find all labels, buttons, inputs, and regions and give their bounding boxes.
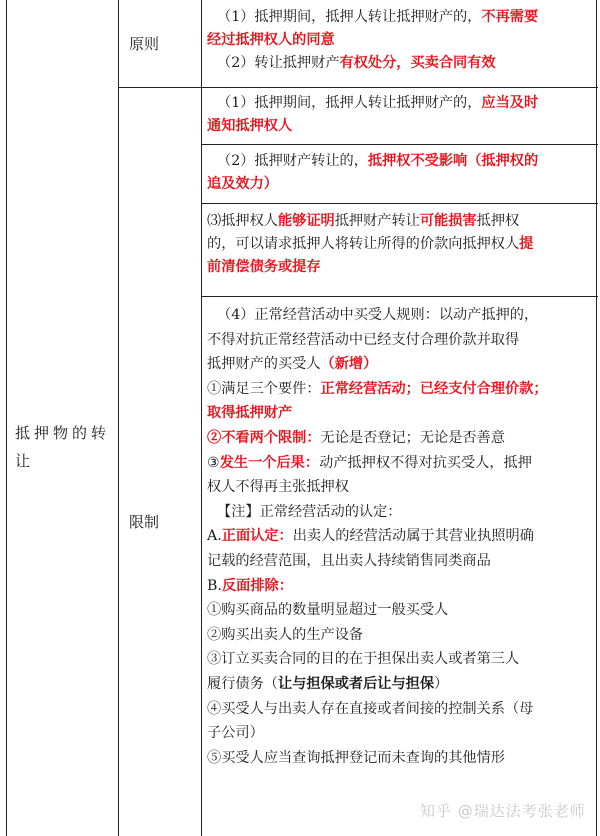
col-divider-1 [118,0,119,836]
principle-item-1-emph: 不再需要 [481,9,539,25]
limit-4-l1: （4）正常经营活动中买受人规则：以动产抵押的， [217,307,539,323]
limit-4-l7 [207,451,595,476]
limit-4-l9: 【注】正常经营活动的认定： [217,503,402,520]
limit-item-3-e3: 提 [519,236,534,252]
limit-4-l13: ①购买商品的数量明显超过一般买受人 [207,602,449,619]
limit-item-3-t4: 的，可以请求抵押人将转让所得的价款向抵押权人 [207,236,520,252]
limit-4-l18: 子公司） [207,725,264,742]
row-divider-c3 [201,296,598,297]
limit-item-2 [207,150,595,196]
limit-4-l7-text: 动产抵押权不得对抗买受人，抵押 [319,454,532,471]
limit-item-2-text: （2）抵押财产转让的， [217,153,368,169]
limit-item-1-line2 [207,115,595,138]
transfer-label [15,419,115,475]
limit-4-l10-text: 出卖人的经营活动属于其营业执照明确 [292,528,534,545]
limit-4-l16-c: ） [434,675,449,692]
limit-4-l5-emph: 取得抵押财产 [207,405,293,422]
limit-4-l3 [207,352,595,377]
limit-item-3-line2 [207,233,595,256]
limit-item-3-t2: 抵押财产转让 [334,213,420,229]
principle-item-1-emph2: 经过抵押权人的同意 [207,32,335,48]
limit-4-l12-b: B. [207,577,222,594]
transfer-label-line2: 让 [15,452,35,470]
limit-item-3-e1: 能够证明 [277,213,335,229]
limit-4-l19: ⑤买受人应当查询抵押登记而未查询的其他情形 [207,749,505,766]
limit-4-l8: 权人不得再主张抵押权 [207,479,349,496]
limit-4-l12-emph: 反面排除： [221,577,293,594]
principle-content [207,6,595,75]
limit-item-3-line3 [207,256,595,279]
limit-item-3-e2: 可能损害 [419,213,477,229]
limit-4-l6-text: 无论是否登记；无论是否善意 [320,429,505,446]
limit-4-l3-new: （新增） [320,356,378,373]
limit-4-l7-num: ③ [207,454,220,471]
limit-4-l16 [207,672,595,697]
row-divider-c1 [201,144,598,145]
limit-item-2-line1 [207,150,595,173]
limit-item-1-text: （1）抵押期间，抵押人转让抵押财产的， [217,95,482,111]
limit-4-l16-a: 履行债务（ [207,675,278,692]
limit-item-3-t3: 抵押权 [476,213,520,229]
limit-item-3-t1: ⑶抵押权人 [207,213,278,229]
limit-4-l11: 记载的经营范围，且出卖人持续销售同类商品 [207,552,491,569]
limits-label: 限制 [129,513,160,531]
limit-4-l4-text: ①满足三个要件： [207,380,321,397]
limit-item-3-line1 [207,210,595,233]
limit-4-l16-b: 让与担保或者后让与担保 [277,675,435,692]
principle-label: 原则 [129,35,160,53]
limit-item-3-e4: 前清偿债务或提存 [207,259,321,275]
limit-item-4 [207,303,595,770]
principle-item-1-cont [207,29,595,52]
principle-item-2-text: （2）转让抵押财产 [217,55,340,71]
principle-item-1-text: （1）抵押期间，抵押人转让抵押财产的， [217,9,482,25]
limit-item-1-line1 [207,92,595,115]
limit-4-l2: 不得对抗正常经营活动中已经支付合理价款并取得 [207,331,520,348]
limit-4-l6 [207,426,595,451]
principle-item-2-emph: 有权处分，买卖合同有效 [339,55,496,71]
principle-item-2 [207,52,595,75]
table [6,0,597,836]
limit-4-l3-text: 抵押财产的买受人 [207,356,321,373]
limit-4-l4 [207,377,595,402]
limit-4-l5 [207,401,595,426]
limit-item-1-emph2: 通知抵押权人 [207,118,293,134]
limit-item-2-line2 [207,173,595,196]
limit-4-l4-emph: 正常经营活动；已经支付合理价款； [320,380,548,397]
limit-4-l6-emph: ②不看两个限制： [207,429,321,446]
watermark: 知乎 @瑞达法考张老师 [420,802,586,820]
principle-item-1 [207,6,595,29]
limit-item-1 [207,92,595,138]
row-divider-principle [118,87,598,88]
limit-item-2-emph2: 追及效力） [207,176,278,192]
col-divider-2 [201,0,202,836]
limit-4-l10 [207,524,595,549]
limit-4-l7-emph: 发生一个后果： [219,454,320,471]
limit-item-1-emph: 应当及时 [481,95,539,111]
limit-4-l14: ②购买出卖人的生产设备 [207,626,364,643]
transfer-label-line1: 抵押物的转 [15,424,111,442]
limit-4-l17: ④买受人与出卖人存在直接或者间接的控制关系（母 [207,700,534,717]
limit-4-l10-emph: 正面认定： [221,528,293,545]
limit-4-l15: ③订立买卖合同的目的在于担保出卖人或者第三人 [207,651,520,668]
limit-4-l12 [207,574,595,599]
limit-item-3 [207,210,595,279]
limit-4-l10-a: A. [207,528,222,545]
limit-item-2-emph: 抵押权不受影响（抵押权的 [367,153,539,169]
row-divider-c2 [201,203,598,204]
